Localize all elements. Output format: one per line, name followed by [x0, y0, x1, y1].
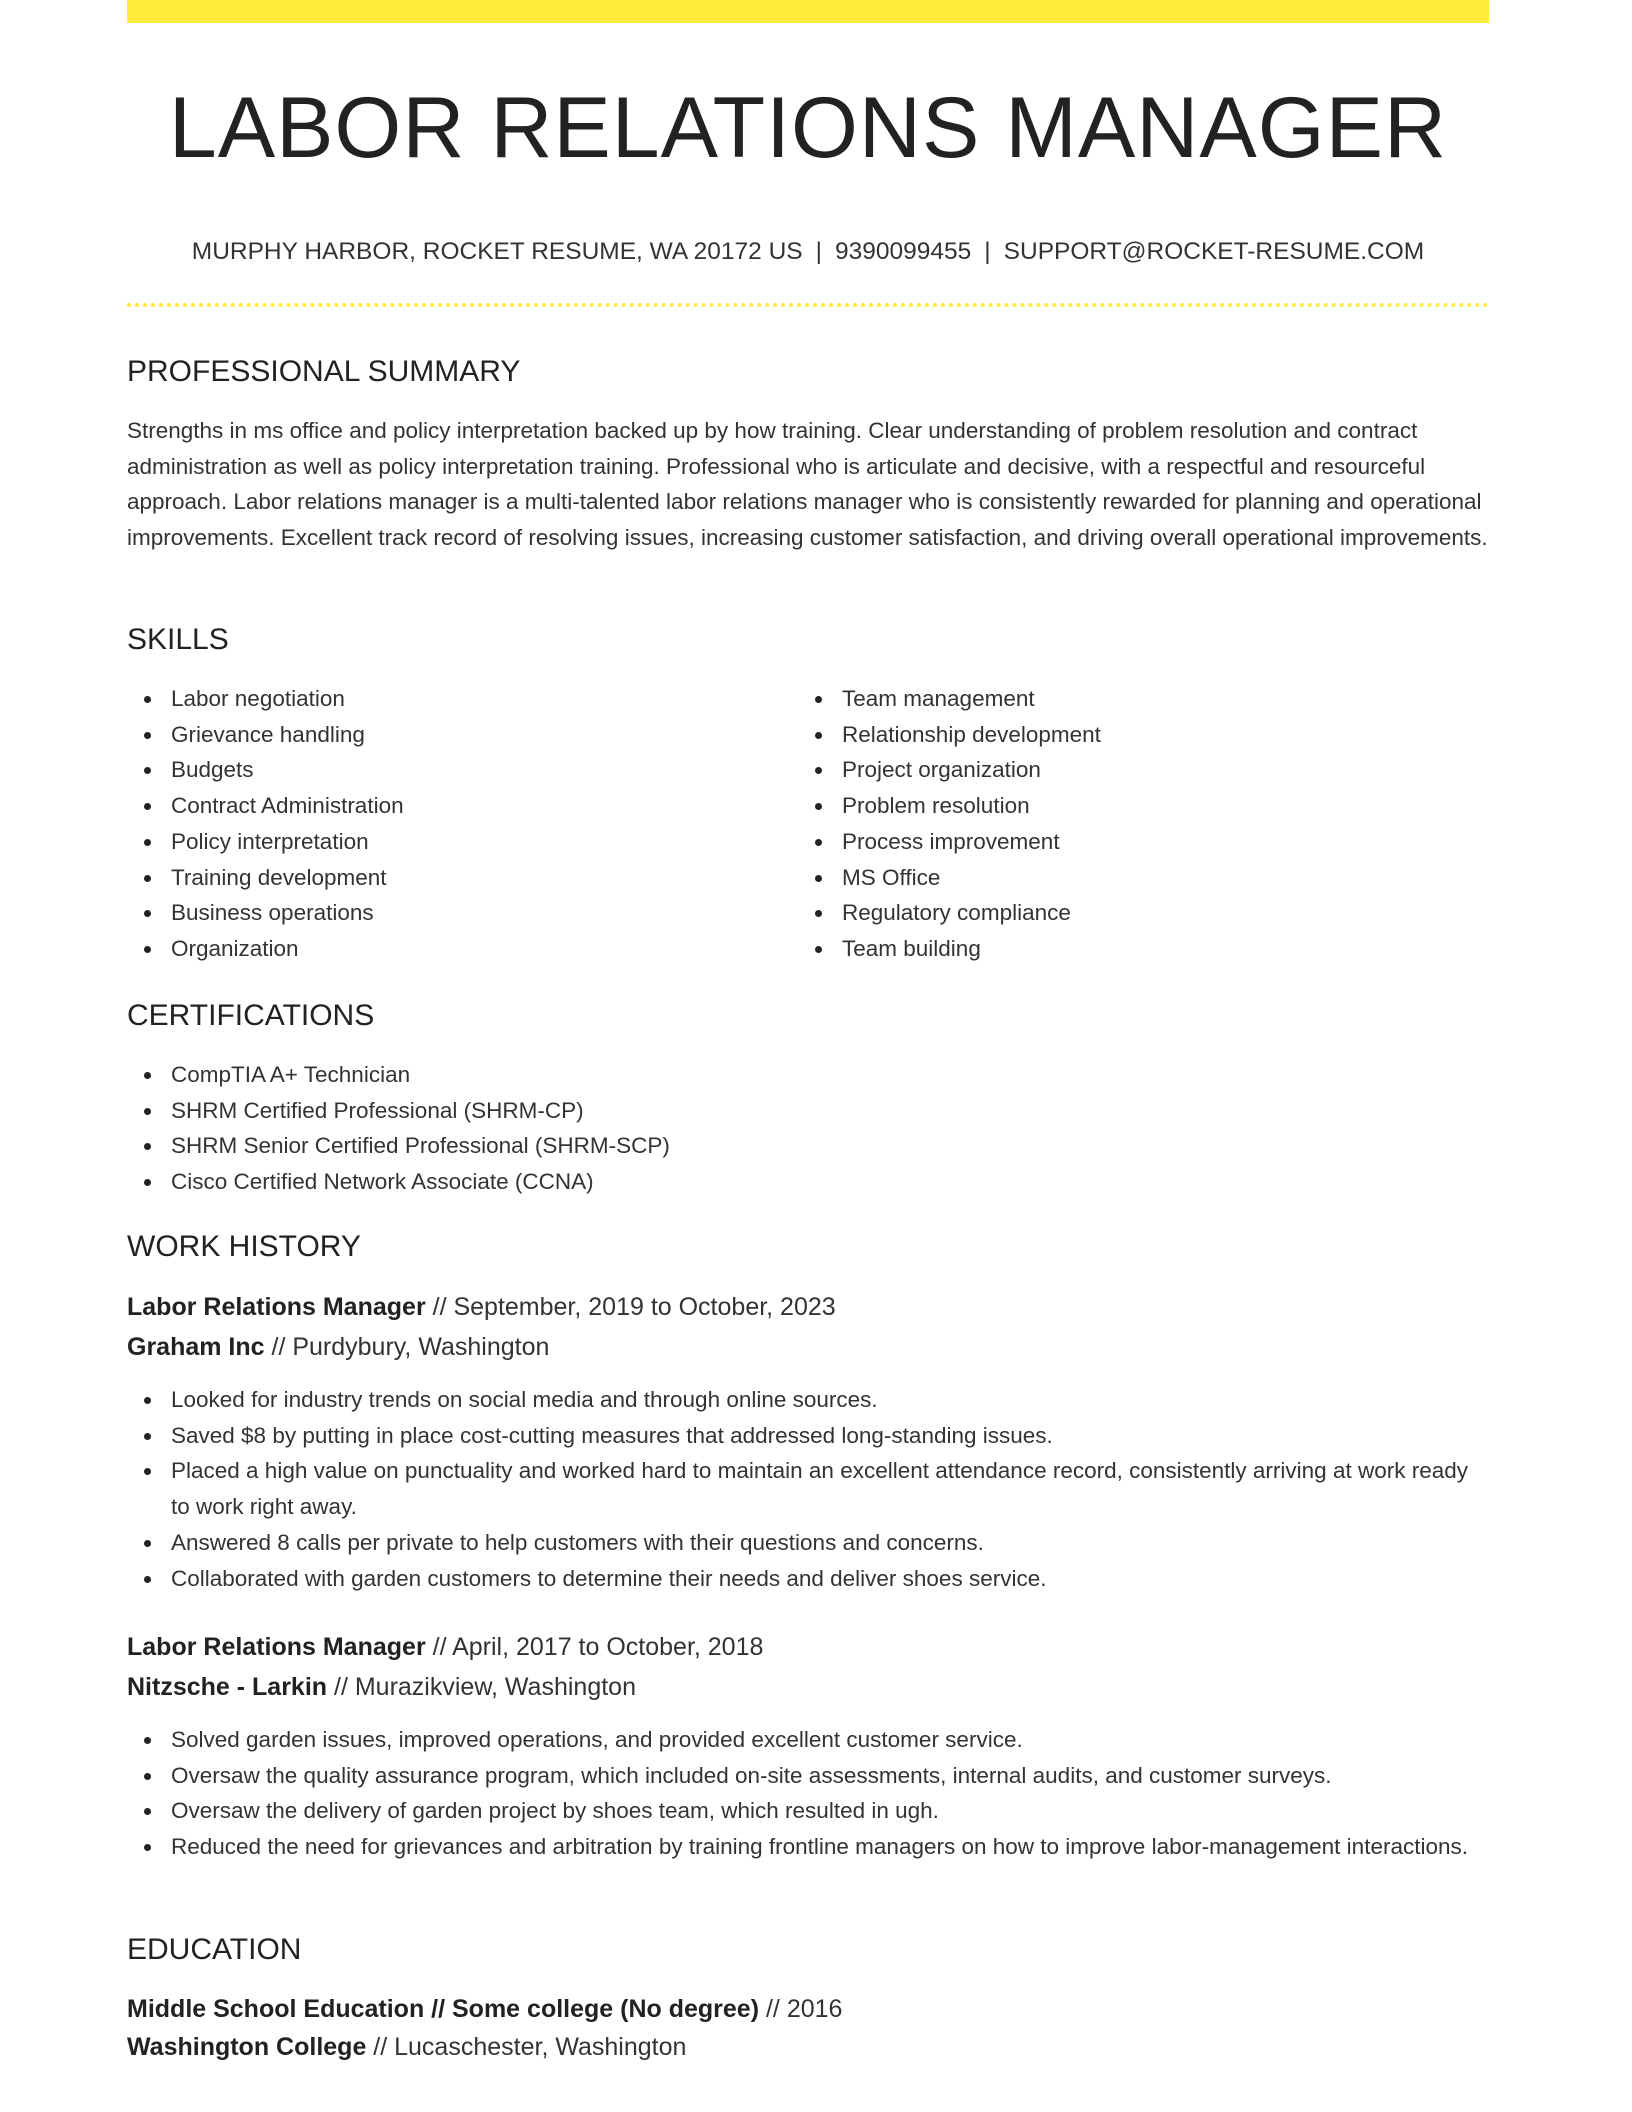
job-1-dates: // September, 2019 to October, 2023	[425, 1293, 836, 1321]
job-1-company: Graham Inc	[127, 1333, 265, 1361]
education-heading: EDUCATION	[127, 1933, 302, 1966]
list-item: Solved garden issues, improved operations, and provided excellent customer service.	[171, 1722, 1489, 1758]
certifications-block	[127, 1057, 1489, 1200]
list-item: Policy interpretation	[171, 824, 767, 860]
job-2-company: Nitzsche - Larkin	[127, 1673, 328, 1701]
job-1-bullets	[127, 1382, 1489, 1596]
list-item: Labor negotiation	[171, 681, 767, 717]
job-1-role: Labor Relations Manager	[127, 1293, 426, 1321]
list-item: Contract Administration	[171, 788, 767, 824]
certifications-list	[127, 1057, 1489, 1200]
list-item: Looked for industry trends on social media and through online sources.	[171, 1382, 1489, 1418]
top-accent-bar	[127, 0, 1489, 23]
summary-heading: PROFESSIONAL SUMMARY	[127, 355, 521, 388]
list-item: Training development	[171, 860, 767, 896]
job-2-list	[127, 1722, 1489, 1865]
job-2-dates: // April, 2017 to October, 2018	[425, 1633, 764, 1661]
list-item: MS Office	[842, 860, 1438, 896]
list-item: Oversaw the delivery of garden project by shoes team, which resulted in ugh.	[171, 1793, 1489, 1829]
education-school-line	[127, 2030, 686, 2064]
resume-title: LABOR RELATIONS MANAGER	[168, 80, 1448, 176]
list-item: Regulatory compliance	[842, 895, 1438, 931]
skills-list-left	[127, 681, 767, 967]
summary-text: Strengths in ms office and policy interpretation backed up by how training. Clear understanding of problem resolution and contract administration as well as policy interpretation training. Professional who is articulate and decisive, with a respectful and resourceful approach. Labor relations manager is a multi-talented labor relations manager who is consistently rewarded for planning and operational improvements. Excellent track record of resolving issues, increasing customer satisfaction, and driving overall operational improvements.	[127, 418, 1488, 551]
job-2-bullets	[127, 1722, 1489, 1865]
list-item: Budgets	[171, 752, 767, 788]
education-school: Washington College	[127, 2033, 367, 2061]
contact-separator: |	[815, 238, 823, 265]
contact-email[interactable]: SUPPORT@ROCKET-RESUME.COM	[1003, 238, 1425, 265]
skills-list-right	[798, 681, 1438, 967]
list-item: Collaborated with garden customers to determine their needs and deliver shoes service.	[171, 1561, 1489, 1597]
contact-separator: |	[984, 238, 991, 265]
contact-line	[127, 236, 1489, 268]
list-item: SHRM Senior Certified Professional (SHRM-SCP)	[171, 1128, 1489, 1164]
list-item: Relationship development	[842, 717, 1438, 753]
list-item: Saved $8 by putting in place cost-cutting measures that addressed long-standing issues.	[171, 1418, 1489, 1454]
job-2-company-line	[127, 1670, 636, 1704]
list-item: Problem resolution	[842, 788, 1438, 824]
skills-left-column	[127, 681, 767, 967]
job-2-location: // Murazikview, Washington	[327, 1673, 636, 1701]
list-item: Project organization	[842, 752, 1438, 788]
list-item: Reduced the need for grievances and arbitration by training frontline managers on how to improve labor-management interactions.	[171, 1829, 1489, 1865]
list-item: Oversaw the quality assurance program, which included on-site assessments, internal audits, and customer surveys.	[171, 1758, 1489, 1794]
list-item: Process improvement	[842, 824, 1438, 860]
education-degree-line	[127, 1992, 842, 2026]
list-item: Answered 8 calls per private to help customers with their questions and concerns.	[171, 1525, 1489, 1561]
dotted-divider	[127, 303, 1489, 307]
job-1-title	[127, 1290, 836, 1324]
list-item: Team building	[842, 931, 1438, 967]
list-item: Placed a high value on punctuality and worked hard to maintain an excellent attendance record, consistently arriving at work ready to work right away.	[171, 1453, 1489, 1524]
job-2-title	[127, 1630, 763, 1664]
list-item: CompTIA A+ Technician	[171, 1057, 1489, 1093]
job-1-location: // Purdybury, Washington	[264, 1333, 550, 1361]
education-degree: Middle School Education // Some college (No degree)	[127, 1995, 760, 2023]
job-2-role: Labor Relations Manager	[127, 1633, 426, 1661]
skills-heading: SKILLS	[127, 623, 229, 656]
contact-phone[interactable]: 9390099455	[835, 238, 972, 265]
certifications-heading: CERTIFICATIONS	[127, 999, 375, 1032]
list-item: Team management	[842, 681, 1438, 717]
list-item: Organization	[171, 931, 767, 967]
education-year: // 2016	[759, 1995, 843, 2023]
job-1-company-line	[127, 1330, 549, 1364]
job-1-list	[127, 1382, 1489, 1596]
education-location: // Lucaschester, Washington	[366, 2033, 687, 2061]
list-item: Cisco Certified Network Associate (CCNA)	[171, 1164, 1489, 1200]
work-history-heading: WORK HISTORY	[127, 1230, 361, 1263]
list-item: SHRM Certified Professional (SHRM-CP)	[171, 1093, 1489, 1129]
skills-right-column	[798, 681, 1438, 967]
list-item: Grievance handling	[171, 717, 767, 753]
list-item: Business operations	[171, 895, 767, 931]
contact-address: MURPHY HARBOR, ROCKET RESUME, WA 20172 US	[191, 238, 803, 265]
